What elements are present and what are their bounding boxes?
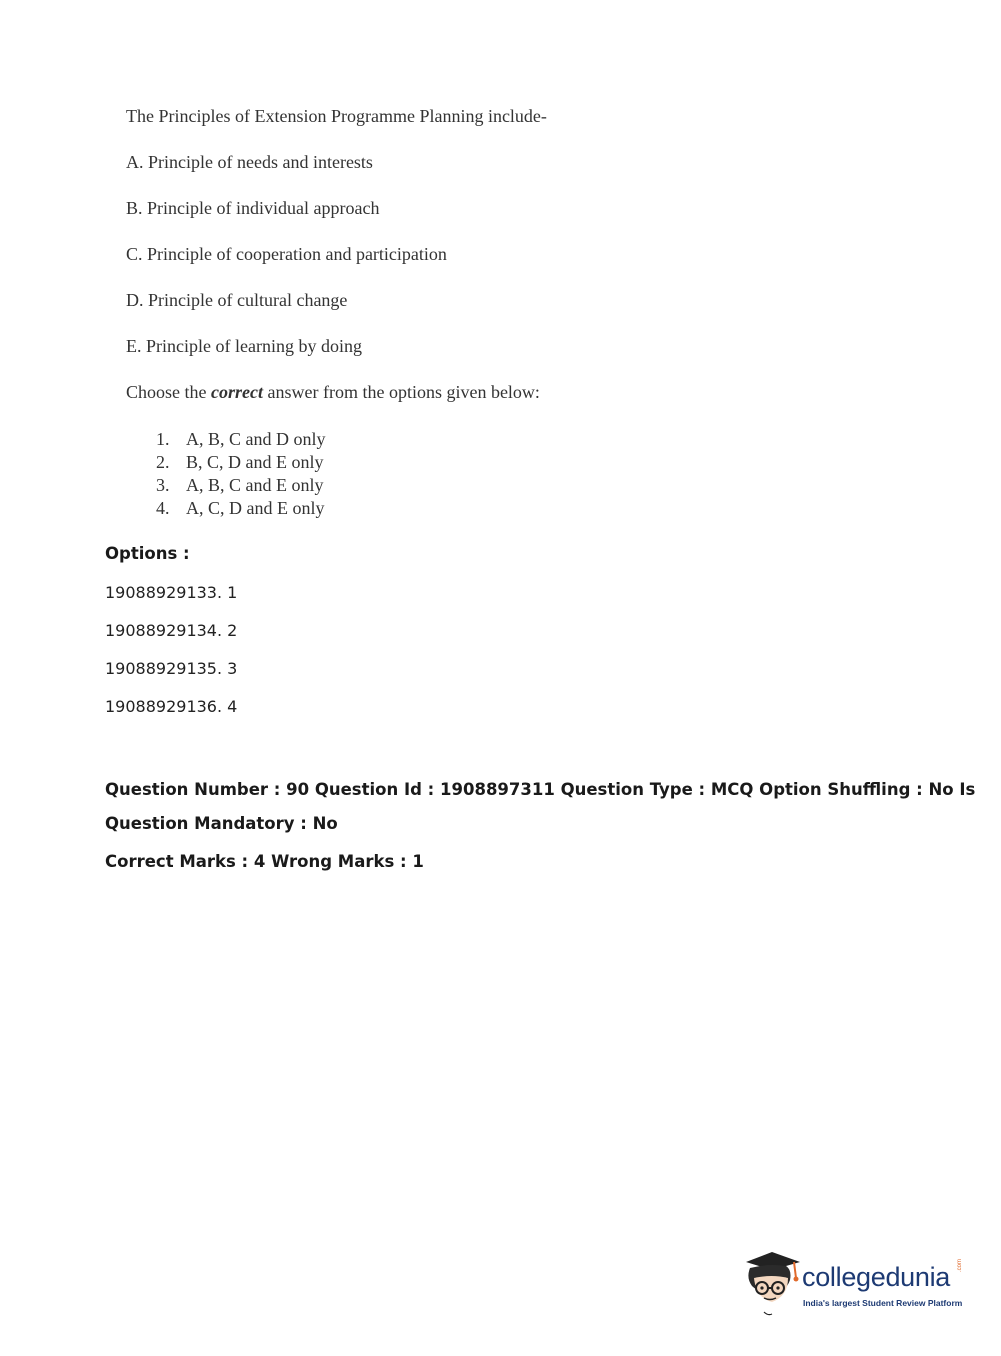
choice-text: A, B, C and E only bbox=[186, 475, 324, 495]
choice-item bbox=[156, 497, 326, 520]
mascot-icon bbox=[742, 1248, 804, 1318]
statement-c: C. Principle of cooperation and participation bbox=[126, 244, 447, 264]
question-marks: Correct Marks : 4 Wrong Marks : 1 bbox=[105, 852, 424, 871]
choice-item bbox=[156, 428, 326, 451]
question-meta-line-1: Question Number : 90 Question Id : 1908897311 Question Type : MCQ Option Shuffling : No Is bbox=[105, 780, 976, 799]
option-item: 19088929136. 4 bbox=[105, 697, 238, 716]
logo-wordmark: collegedunia bbox=[802, 1262, 951, 1292]
instruction-prefix: Choose the bbox=[126, 382, 211, 402]
choice-text: A, C, D and E only bbox=[186, 498, 325, 518]
choice-number: 2. bbox=[156, 452, 170, 472]
question-stem: The Principles of Extension Programme Planning include- bbox=[126, 106, 547, 126]
statement-d: D. Principle of cultural change bbox=[126, 290, 348, 310]
choice-text: A, B, C and D only bbox=[186, 429, 326, 449]
question-meta-line-2: Question Mandatory : No bbox=[105, 814, 338, 833]
options-heading: Options : bbox=[105, 544, 190, 563]
choice-list bbox=[156, 428, 326, 520]
choice-number: 4. bbox=[156, 498, 170, 518]
collegedunia-logo bbox=[742, 1248, 970, 1318]
option-item: 19088929135. 3 bbox=[105, 659, 238, 678]
instruction-emphasis: correct bbox=[211, 382, 263, 402]
instruction-suffix: answer from the options given below: bbox=[262, 382, 540, 402]
statement-e: E. Principle of learning by doing bbox=[126, 336, 362, 356]
option-item: 19088929133. 1 bbox=[105, 583, 238, 602]
logo-com: .com bbox=[957, 1258, 963, 1272]
choice-number: 3. bbox=[156, 475, 170, 495]
choice-item bbox=[156, 474, 326, 497]
statement-b: B. Principle of individual approach bbox=[126, 198, 380, 218]
option-item: 19088929134. 2 bbox=[105, 621, 238, 640]
choice-text: B, C, D and E only bbox=[186, 452, 324, 472]
instruction bbox=[126, 382, 540, 403]
choice-number: 1. bbox=[156, 429, 170, 449]
logo-tagline: India's largest Student Review Platform bbox=[803, 1298, 963, 1308]
statement-a: A. Principle of needs and interests bbox=[126, 152, 373, 172]
choice-item bbox=[156, 451, 326, 474]
